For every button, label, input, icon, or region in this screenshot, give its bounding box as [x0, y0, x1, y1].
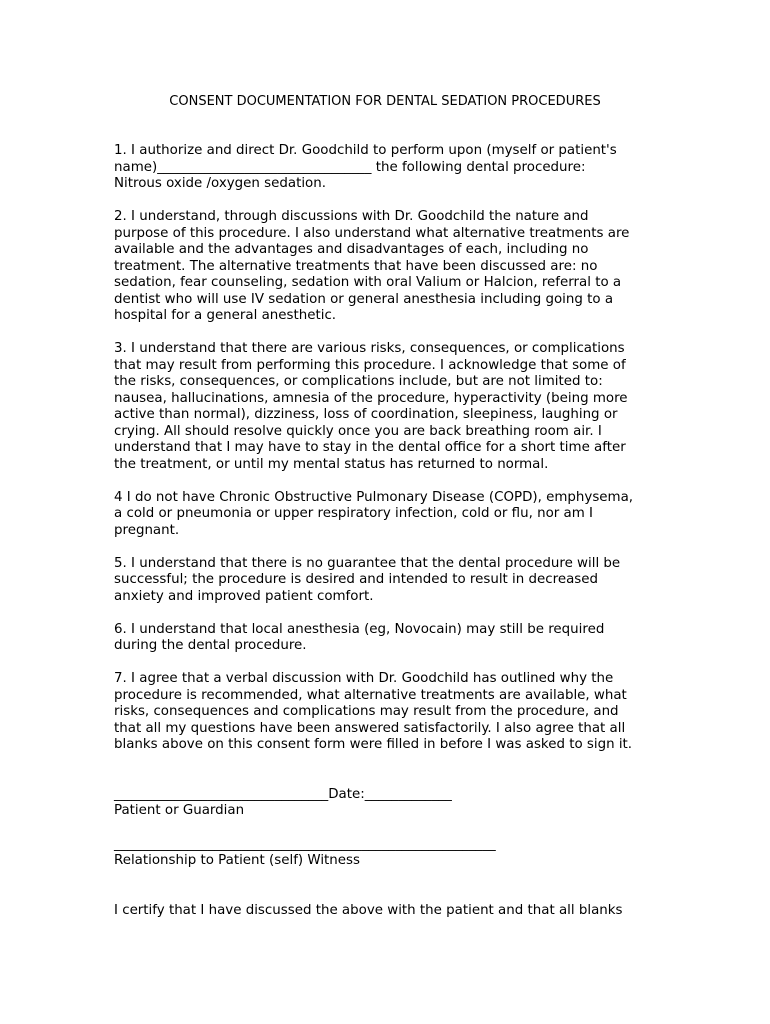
certification-statement	[114, 903, 674, 920]
paragraph-line: that may result from performing this procedure. I acknowledge that some of	[114, 357, 626, 373]
paragraph-line: 5. I understand that there is no guarantee that the dental procedure will be	[114, 555, 621, 571]
paragraph-line: that all my questions have been answered satisfactorily. I also agree that all	[114, 720, 626, 736]
paragraph-line: dentist who will use IV sedation or general anesthesia including going to a	[114, 291, 614, 307]
paragraph-line: risks, consequences and complications may result from the procedure, and	[114, 704, 619, 719]
paragraph-line: during the dental procedure.	[114, 638, 307, 653]
paragraph-5	[114, 556, 674, 606]
paragraph-1	[114, 143, 674, 193]
paragraph-line: a cold or pneumonia or upper respiratory infection, cold or flu, nor am I	[114, 506, 593, 521]
patient-name-blank-line: name)________________________________ the following dental procedure:	[114, 159, 586, 175]
document-body	[114, 143, 674, 919]
paragraph-4	[114, 490, 674, 540]
paragraph-line: procedure is recommended, what alternative treatments are available, what	[114, 687, 627, 703]
paragraph-line: purpose of this procedure. I also understand what alternative treatments are	[114, 225, 630, 241]
paragraph-line: blanks above on this consent form were filled in before I was asked to sign it.	[114, 737, 633, 752]
relationship-signature-block	[114, 837, 674, 870]
paragraph-line: the risks, consequences, or complications include, but are not limited to:	[114, 374, 603, 389]
paragraph-line: crying. All should resolve quickly once you are back breathing room air. I	[114, 423, 602, 439]
paragraph-line: the treatment, or until my mental status has returned to normal.	[114, 456, 549, 472]
paragraph-line: anxiety and improved patient comfort.	[114, 588, 374, 604]
patient-signature-date-line: ________________________________Date:_____________	[114, 786, 452, 802]
paragraph-line: 6. I understand that local anesthesia (eg, Novocain) may still be required	[114, 621, 605, 637]
certification-line: I certify that I have discussed the above with the patient and that all blanks	[114, 902, 623, 918]
paragraph-line: Nitrous oxide /oxygen sedation.	[114, 176, 326, 191]
paragraph-6	[114, 622, 674, 655]
paragraph-3	[114, 341, 674, 473]
paragraph-line: understand that I may have to stay in the dental office for a short time after	[114, 440, 626, 455]
paragraph-line: 7. I agree that a verbal discussion with Dr. Goodchild has outlined why the	[114, 671, 614, 686]
patient-signature-label: Patient or Guardian	[114, 803, 245, 818]
paragraph-line: 3. I understand that there are various risks, consequences, or complications	[114, 341, 625, 356]
paragraph-line: nausea, hallucinations, amnesia of the procedure, hyperactivity (being more	[114, 390, 628, 406]
paragraph-line: pregnant.	[114, 522, 180, 538]
paragraph-line: 2. I understand, through discussions with Dr. Goodchild the nature and	[114, 209, 589, 224]
paragraph-line: sedation, fear counseling, sedation with oral Valium or Halcion, referral to a	[114, 275, 622, 290]
paragraph-line: treatment. The alternative treatments that have been discussed are: no	[114, 258, 598, 274]
paragraph-7	[114, 671, 674, 754]
paragraph-line: 1. I authorize and direct Dr. Goodchild to perform upon (myself or patient's	[114, 143, 617, 158]
paragraph-2	[114, 209, 674, 325]
document-title: CONSENT DOCUMENTATION FOR DENTAL SEDATION PROCEDURES	[169, 94, 601, 109]
relationship-signature-line: _________________________________________________________	[114, 836, 496, 852]
paragraph-line: available and the advantages and disadvantages of each, including no	[114, 242, 589, 257]
paragraph-line: hospital for a general anesthetic.	[114, 308, 337, 323]
relationship-signature-label: Relationship to Patient (self) Witness	[114, 853, 360, 868]
paragraph-line: 4 I do not have Chronic Obstructive Pulmonary Disease (COPD), emphysema,	[114, 489, 634, 505]
paragraph-line: successful; the procedure is desired and intended to result in decreased	[114, 572, 598, 587]
patient-signature-block	[114, 787, 674, 820]
paragraph-line: active than normal), dizziness, loss of coordination, sleepiness, laughing or	[114, 407, 618, 422]
